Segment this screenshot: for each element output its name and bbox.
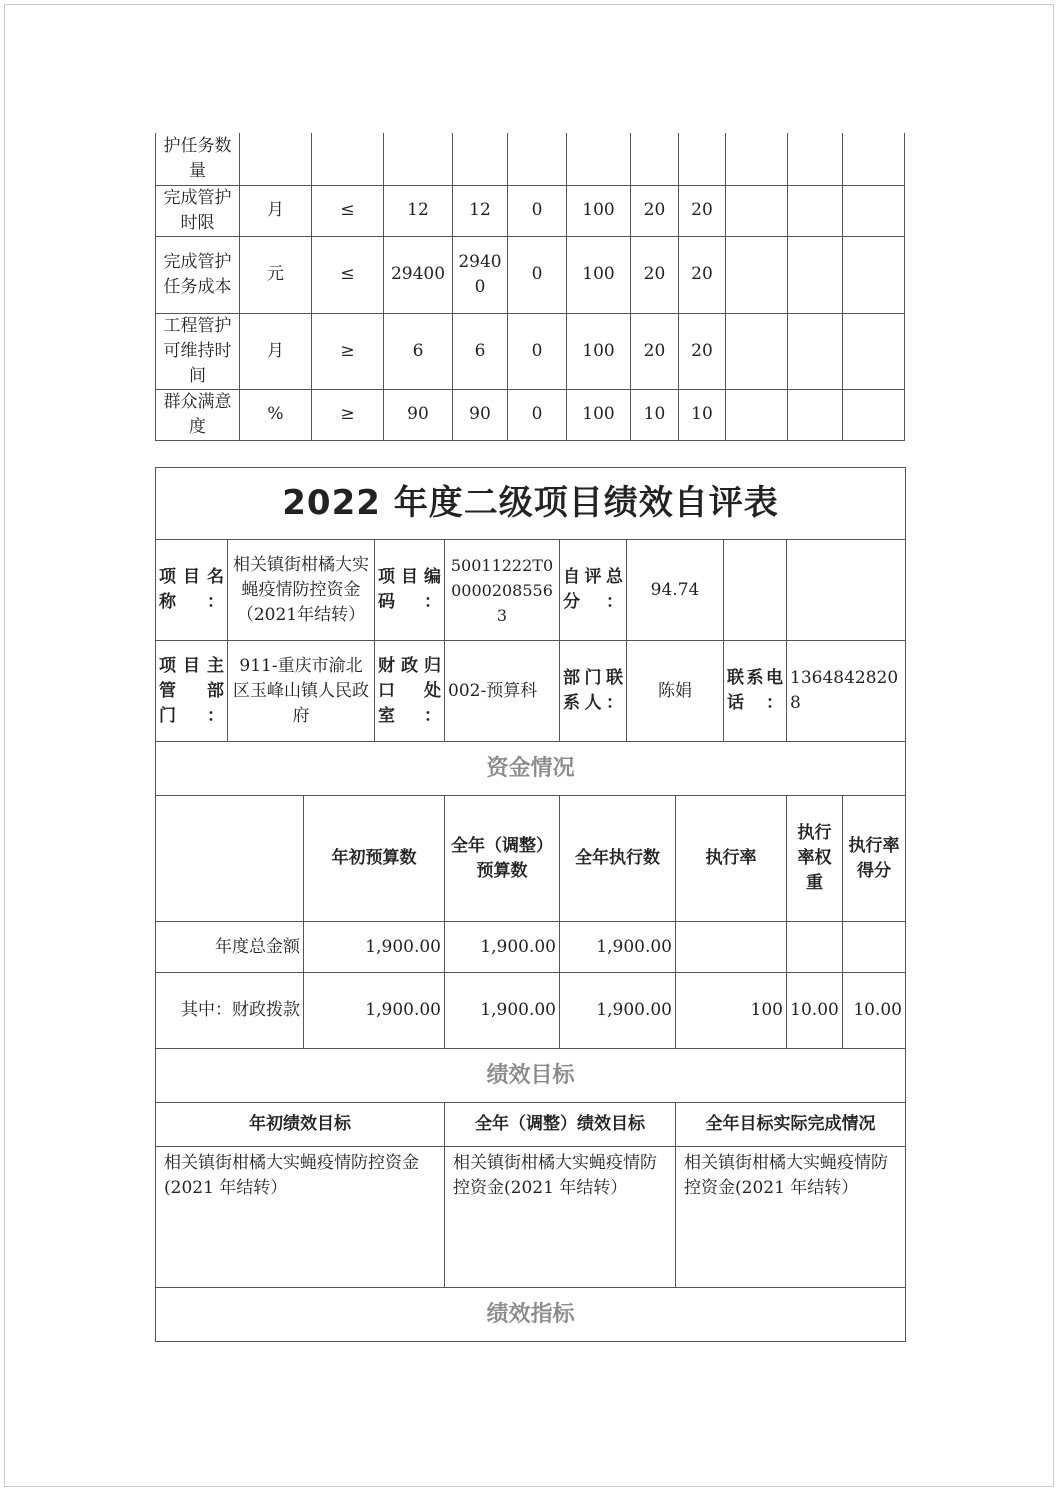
phone-number: 13648428208	[787, 641, 906, 742]
funds-weight: 10.00	[787, 973, 843, 1049]
indicator-operator: ≤	[312, 236, 384, 313]
initial-goal-text: 相关镇街柑橘大实蝇疫情防控资金(2021 年结转）	[156, 1147, 445, 1288]
indicator-unit: 月	[240, 313, 312, 389]
project-code-label: 项目编码：	[375, 540, 445, 641]
indicator-value: 100	[567, 389, 631, 440]
indicator-value: 100	[567, 313, 631, 389]
indicator-value: 20	[631, 313, 679, 389]
project-code: 50011222T000002085563	[445, 540, 560, 641]
indicator-unit: 元	[240, 236, 312, 313]
funds-initial: 1,900.00	[304, 922, 445, 973]
indicator-name: 完成管护时限	[156, 185, 240, 236]
indicators-section-title: 绩效指标	[156, 1288, 906, 1342]
contact-label: 部门联系人：	[560, 641, 627, 742]
finance-label: 财政归口处室：	[375, 641, 445, 742]
project-name-label: 项目名称：	[156, 540, 228, 641]
table-row	[156, 236, 905, 313]
phone-label: 联系电话：	[724, 641, 787, 742]
indicator-unit: %	[240, 389, 312, 440]
department-info-row	[156, 641, 906, 742]
indicator-actual: 6	[453, 313, 508, 389]
project-name: 相关镇街柑橘大实蝇疫情防控资金（2021年结转）	[228, 540, 375, 641]
funds-adjusted: 1,900.00	[445, 922, 560, 973]
header-weight: 执行率权重	[787, 796, 843, 922]
self-evaluation-form	[155, 467, 906, 1342]
form-title: 2022 年度二级项目绩效自评表	[156, 468, 906, 540]
indicator-value: 20	[679, 185, 726, 236]
project-info-row	[156, 540, 906, 641]
funds-row-label: 年度总金额	[156, 922, 304, 973]
indicator-value: 0	[508, 313, 567, 389]
indicator-value: 0	[508, 236, 567, 313]
indicator-unit: 月	[240, 185, 312, 236]
funds-adjusted: 1,900.00	[445, 973, 560, 1049]
indicator-operator: ≤	[312, 185, 384, 236]
indicator-value: 20	[679, 313, 726, 389]
indicator-value: 20	[631, 236, 679, 313]
funds-score	[843, 922, 906, 973]
indicator-value: 20	[631, 185, 679, 236]
indicator-name: 完成管护任务成本	[156, 236, 240, 313]
funds-rate: 100	[676, 973, 787, 1049]
indicator-operator: ≥	[312, 313, 384, 389]
funds-row-label: 其中：财政拨款	[156, 973, 304, 1049]
funds-section-title: 资金情况	[156, 742, 906, 796]
indicator-target: 6	[384, 313, 453, 389]
goals-header-row	[156, 1103, 906, 1147]
indicator-actual: 12	[453, 185, 508, 236]
finance-office: 002-预算科	[445, 641, 560, 742]
indicator-value: 10	[631, 389, 679, 440]
indicator-actual: 29400	[453, 236, 508, 313]
adjusted-goal-text: 相关镇街柑橘大实蝇疫情防控资金(2021 年结转）	[445, 1147, 676, 1288]
dept-label: 项目主管部门：	[156, 641, 228, 742]
header-initial-budget: 年初预算数	[304, 796, 445, 922]
funds-weight	[787, 922, 843, 973]
contact-person: 陈娟	[627, 641, 724, 742]
indicator-table-continued	[155, 133, 905, 441]
self-score-label: 自评总分：	[560, 540, 627, 641]
header-rate: 执行率	[676, 796, 787, 922]
indicator-actual: 90	[453, 389, 508, 440]
indicator-value: 100	[567, 185, 631, 236]
table-row	[156, 185, 905, 236]
header-executed: 全年执行数	[560, 796, 676, 922]
funds-header-row	[156, 796, 906, 922]
indicator-value: 100	[567, 236, 631, 313]
goals-section-title: 绩效目标	[156, 1049, 906, 1103]
indicator-name: 护任务数量	[156, 133, 240, 185]
funds-rate	[676, 922, 787, 973]
indicator-target: 90	[384, 389, 453, 440]
table-row	[156, 389, 905, 440]
funds-score: 10.00	[843, 973, 906, 1049]
funds-executed: 1,900.00	[560, 922, 676, 973]
funds-executed: 1,900.00	[560, 973, 676, 1049]
header-adjusted-budget: 全年（调整）预算数	[445, 796, 560, 922]
header-adjusted-goal: 全年（调整）绩效目标	[445, 1103, 676, 1147]
indicator-target: 12	[384, 185, 453, 236]
indicator-value: 0	[508, 185, 567, 236]
dept: 911-重庆市渝北区玉峰山镇人民政府	[228, 641, 375, 742]
header-score: 执行率得分	[843, 796, 906, 922]
header-actual-completion: 全年目标实际完成情况	[676, 1103, 906, 1147]
indicator-value: 20	[679, 236, 726, 313]
funds-initial: 1,900.00	[304, 973, 445, 1049]
table-row	[156, 922, 906, 973]
indicator-value: 0	[508, 389, 567, 440]
indicator-target: 29400	[384, 236, 453, 313]
actual-completion-text: 相关镇街柑橘大实蝇疫情防控资金(2021 年结转）	[676, 1147, 906, 1288]
indicator-value: 10	[679, 389, 726, 440]
indicator-name: 群众满意度	[156, 389, 240, 440]
self-score: 94.74	[627, 540, 724, 641]
table-row	[156, 313, 905, 389]
goals-row	[156, 1147, 906, 1288]
indicator-operator: ≥	[312, 389, 384, 440]
table-row	[156, 973, 906, 1049]
header-initial-goal: 年初绩效目标	[156, 1103, 445, 1147]
indicator-name: 工程管护可维持时间	[156, 313, 240, 389]
table-row	[156, 133, 905, 185]
